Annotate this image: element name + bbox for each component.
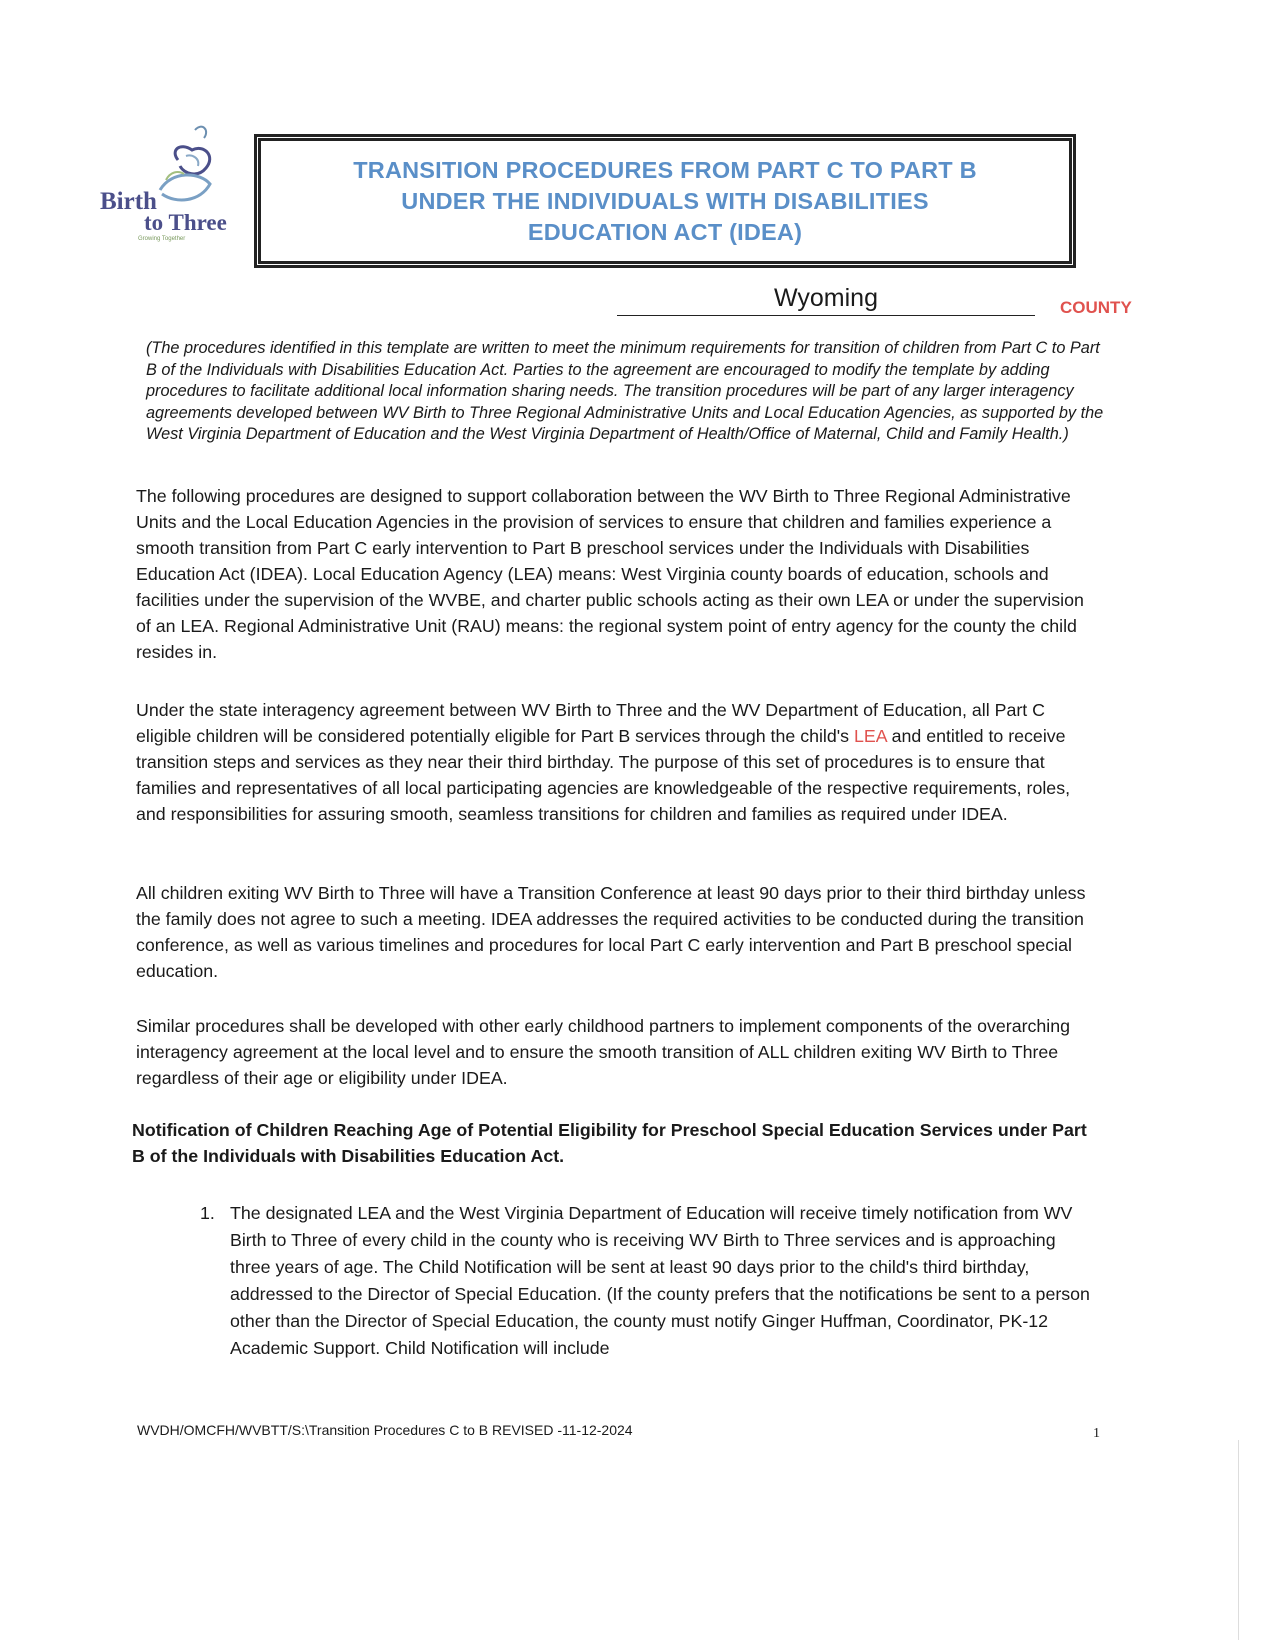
paragraph-similar-procedures: Similar procedures shall be developed with other early childhood partners to implement components of the overarching interagency agreement at the local level and to ensure the smooth transition of ALL children exiting WV Birth to Three regardless of their age or eligibility under IDEA. bbox=[136, 1016, 1071, 1088]
list-item-text: The designated LEA and the West Virginia Department of Education will receive timely notification from WV Birth to Three of every child in the county who is receiving WV Birth to Three services and is approaching three years of age. The Child Notification will be sent at least 90 days prior to the child's third birthday, addressed to the Director of Special Education. (If the county prefers that the notifications be sent to a person other than the Director of Special Education, the county must notify Ginger Huffman, Coordinator, PK-12 Academic Support. Child Notification will include bbox=[230, 1203, 1090, 1358]
list-item-number: 1. bbox=[200, 1203, 215, 1223]
logo-word-birth: Birth bbox=[100, 188, 157, 215]
paragraph-state-agreement-part1: Under the state interagency agreement between WV Birth to Three and the WV Department of Education, all Part C eligible children will be considered potentially eligible for Part B services through the child's bbox=[136, 700, 1045, 746]
title-line-1: TRANSITION PROCEDURES FROM PART C TO PART B bbox=[353, 156, 977, 183]
scan-edge-mark bbox=[1238, 1440, 1239, 1640]
birth-to-three-logo bbox=[100, 120, 230, 250]
paragraph-state-agreement bbox=[136, 697, 1098, 827]
county-label: COUNTY bbox=[1060, 298, 1132, 317]
document-title-box bbox=[258, 138, 1072, 264]
paragraph-purpose: The following procedures are designed to support collaboration between the WV Birth to Three Regional Administrative Units and the Local Education Agencies in the provision of services to ensure that children and families experience a smooth transition from Part C early intervention to Part B preschool services under the Individuals with Disabilities Education Act (IDEA). Local Education Agency (LEA) means: West Virginia county boards of education, schools and facilities under the supervision of the WVBE, and charter public schools acting as their own LEA or under the supervision of an LEA. Regional Administrative Unit (RAU) means: the regional system point of entry agency for the county the child resides in. bbox=[136, 486, 1084, 662]
template-note: (The procedures identified in this template are written to meet the minimum requirements for transition of children from Part C to Part B of the Individuals with Disabilities Education Act. Parties to the agreement are encouraged to modify the template by adding procedures to facilitate additional local information sharing needs. The transition procedures will be part of any larger interagency agreements developed between WV Birth to Three Regional Administrative Units and Local Education Agencies, as supported by the West Virginia Department of Education and the West Virginia Department of Health/Office of Maternal, Child and Family Health.) bbox=[146, 339, 1104, 443]
lea-highlight: LEA bbox=[854, 726, 887, 746]
logo-tagline: Growing Together bbox=[138, 236, 186, 242]
document-title bbox=[353, 155, 977, 248]
county-underline bbox=[617, 315, 1035, 316]
paragraph-state-agreement-part2: and entitled to receive transition steps and services as they near their third birthday. The purpose of this set of procedures is to ensure that families and representatives of all local participating agencies are knowledgeable of the respective requirements, roles, and responsibilities for assuring smooth, seamless transitions for children and families as required under IDEA. bbox=[136, 726, 1071, 824]
title-line-2: UNDER THE INDIVIDUALS WITH DISABILITIES bbox=[401, 187, 929, 214]
section-heading-notification: Notification of Children Reaching Age of Potential Eligibility for Preschool Special Education Services under Part B of the Individuals with Disabilities Education Act. bbox=[132, 1120, 1087, 1166]
title-line-3: EDUCATION ACT (IDEA) bbox=[527, 218, 803, 245]
paragraph-transition-conference: All children exiting WV Birth to Three will have a Transition Conference at least 90 days prior to their third birthday unless the family does not agree to such a meeting. IDEA addresses the required activities to be conducted during the transition conference, as well as various timelines and procedures for local Part C early intervention and Part B preschool special education. bbox=[136, 883, 1086, 981]
county-name-field: Wyoming bbox=[774, 284, 878, 312]
logo-word-to-three: to Three bbox=[144, 210, 227, 235]
footer-path: WVDH/OMCFH/WVBTT/S:\Transition Procedures C to B REVISED -11-12-2024 bbox=[137, 1422, 633, 1438]
page-number: 1 bbox=[1093, 1426, 1100, 1441]
